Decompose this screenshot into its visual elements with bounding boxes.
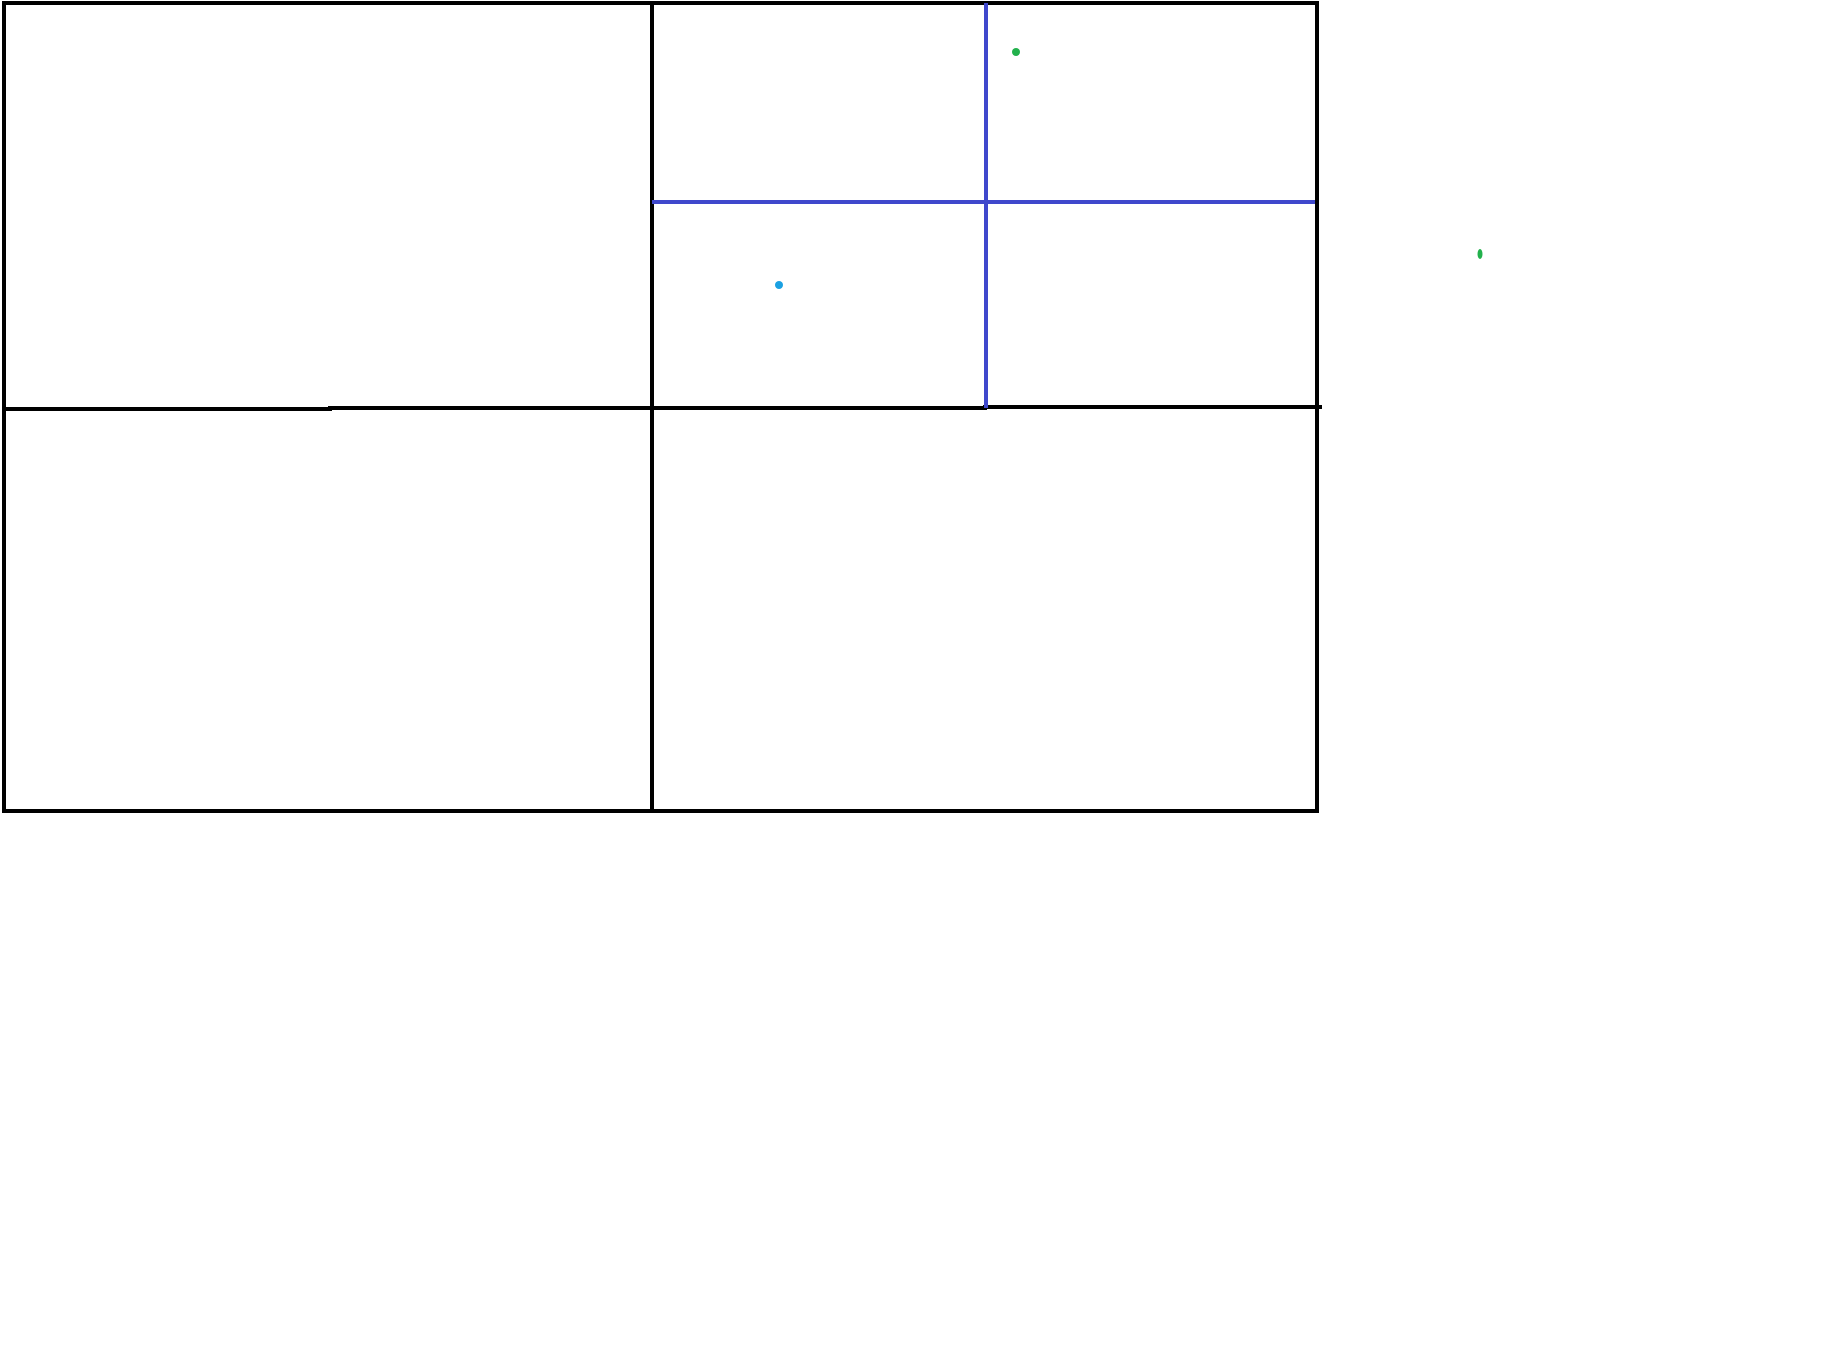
cyan-point xyxy=(775,281,783,289)
green-point-outside xyxy=(1478,249,1483,259)
main-horizontal-divider xyxy=(4,407,1322,409)
green-point-upper xyxy=(1012,48,1020,56)
